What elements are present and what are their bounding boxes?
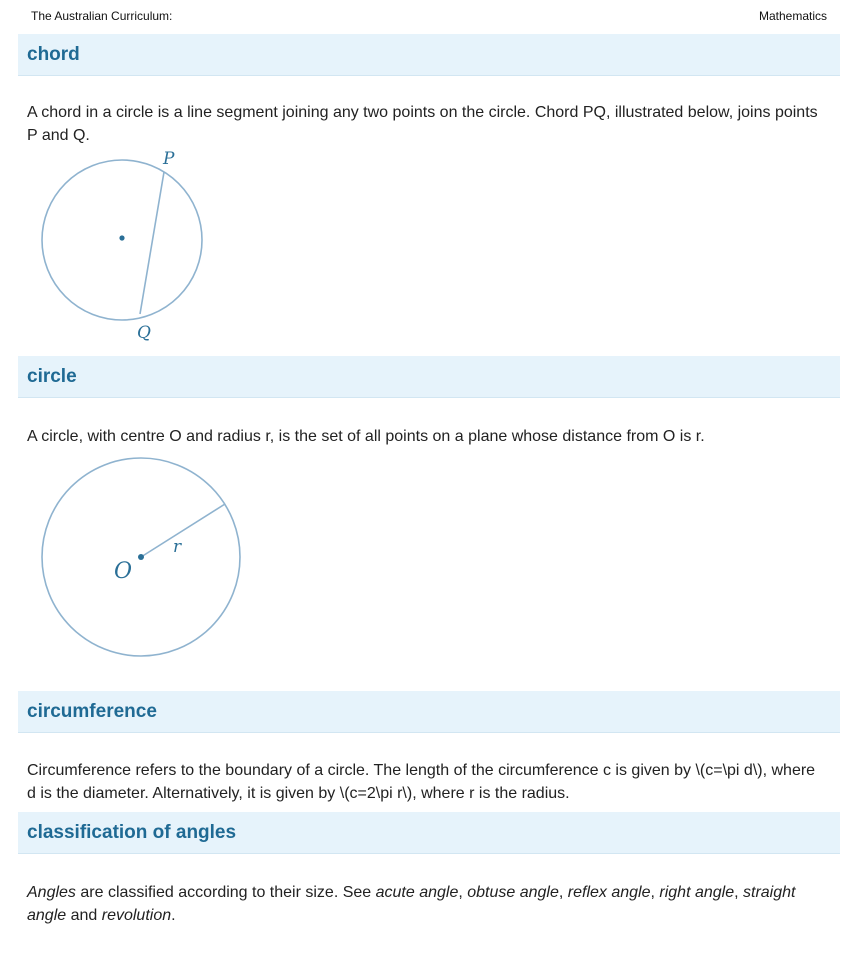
separator: ,	[458, 884, 468, 901]
link-revolution[interactable]: revolution	[101, 907, 172, 924]
link-right-angle[interactable]: right angle	[659, 884, 735, 901]
term-heading-circle	[18, 356, 840, 398]
link-straight-angle[interactable]: straight angle	[27, 884, 796, 924]
term-title-classification-of-angles: classification of angles	[27, 822, 237, 843]
definition-chord: A chord in a circle is a line segment joining any two points on the circle. Chord PQ, illustrated below, joins points P and Q.	[27, 104, 818, 144]
term-heading-classification-of-angles	[18, 812, 840, 854]
chord-label-p: P	[163, 149, 175, 169]
definition-circumference: Circumference refers to the boundary of a circle. The length of the circumference c is given by \(c=\pi d\), where d is the diameter. Alternatively, it is given by \(c=2\pi r\), where r is the radius.	[27, 762, 816, 802]
separator: and	[66, 907, 102, 924]
chord-segment	[140, 172, 164, 314]
circle-centre-point	[138, 554, 144, 560]
term-heading-chord	[18, 34, 840, 76]
separator: ,	[734, 884, 743, 901]
definition-circle: A circle, with centre O and radius r, is the set of all points on a plane whose distance from O is r.	[27, 428, 705, 445]
chord-centre-point	[119, 235, 124, 240]
term-heading-circumference	[18, 691, 840, 733]
circle-label-o: O	[114, 559, 133, 584]
separator: ,	[650, 884, 660, 901]
separator: .	[171, 907, 176, 924]
header-curriculum-title: The Australian Curriculum:	[31, 9, 173, 23]
header-subject: Mathematics	[758, 9, 827, 23]
page-header	[0, 0, 864, 32]
link-acute-angle[interactable]: acute angle	[375, 884, 459, 901]
chord-label-q: Q	[137, 323, 151, 343]
term-ref-angles: Angles	[27, 884, 76, 901]
separator: ,	[558, 884, 568, 901]
link-reflex-angle[interactable]: reflex angle	[567, 884, 651, 901]
link-obtuse-angle[interactable]: obtuse angle	[467, 884, 559, 901]
chord-diagram	[30, 146, 220, 351]
term-title-circumference: circumference	[27, 701, 157, 722]
term-title-chord: chord	[27, 44, 80, 65]
circle-diagram	[30, 450, 260, 665]
definition-text: are classified according to their size. See	[75, 884, 376, 901]
circle-radius-line	[141, 504, 225, 557]
term-title-circle: circle	[27, 366, 77, 387]
circle-label-r: r	[173, 537, 182, 557]
definition-classification-of-angles	[27, 881, 827, 927]
